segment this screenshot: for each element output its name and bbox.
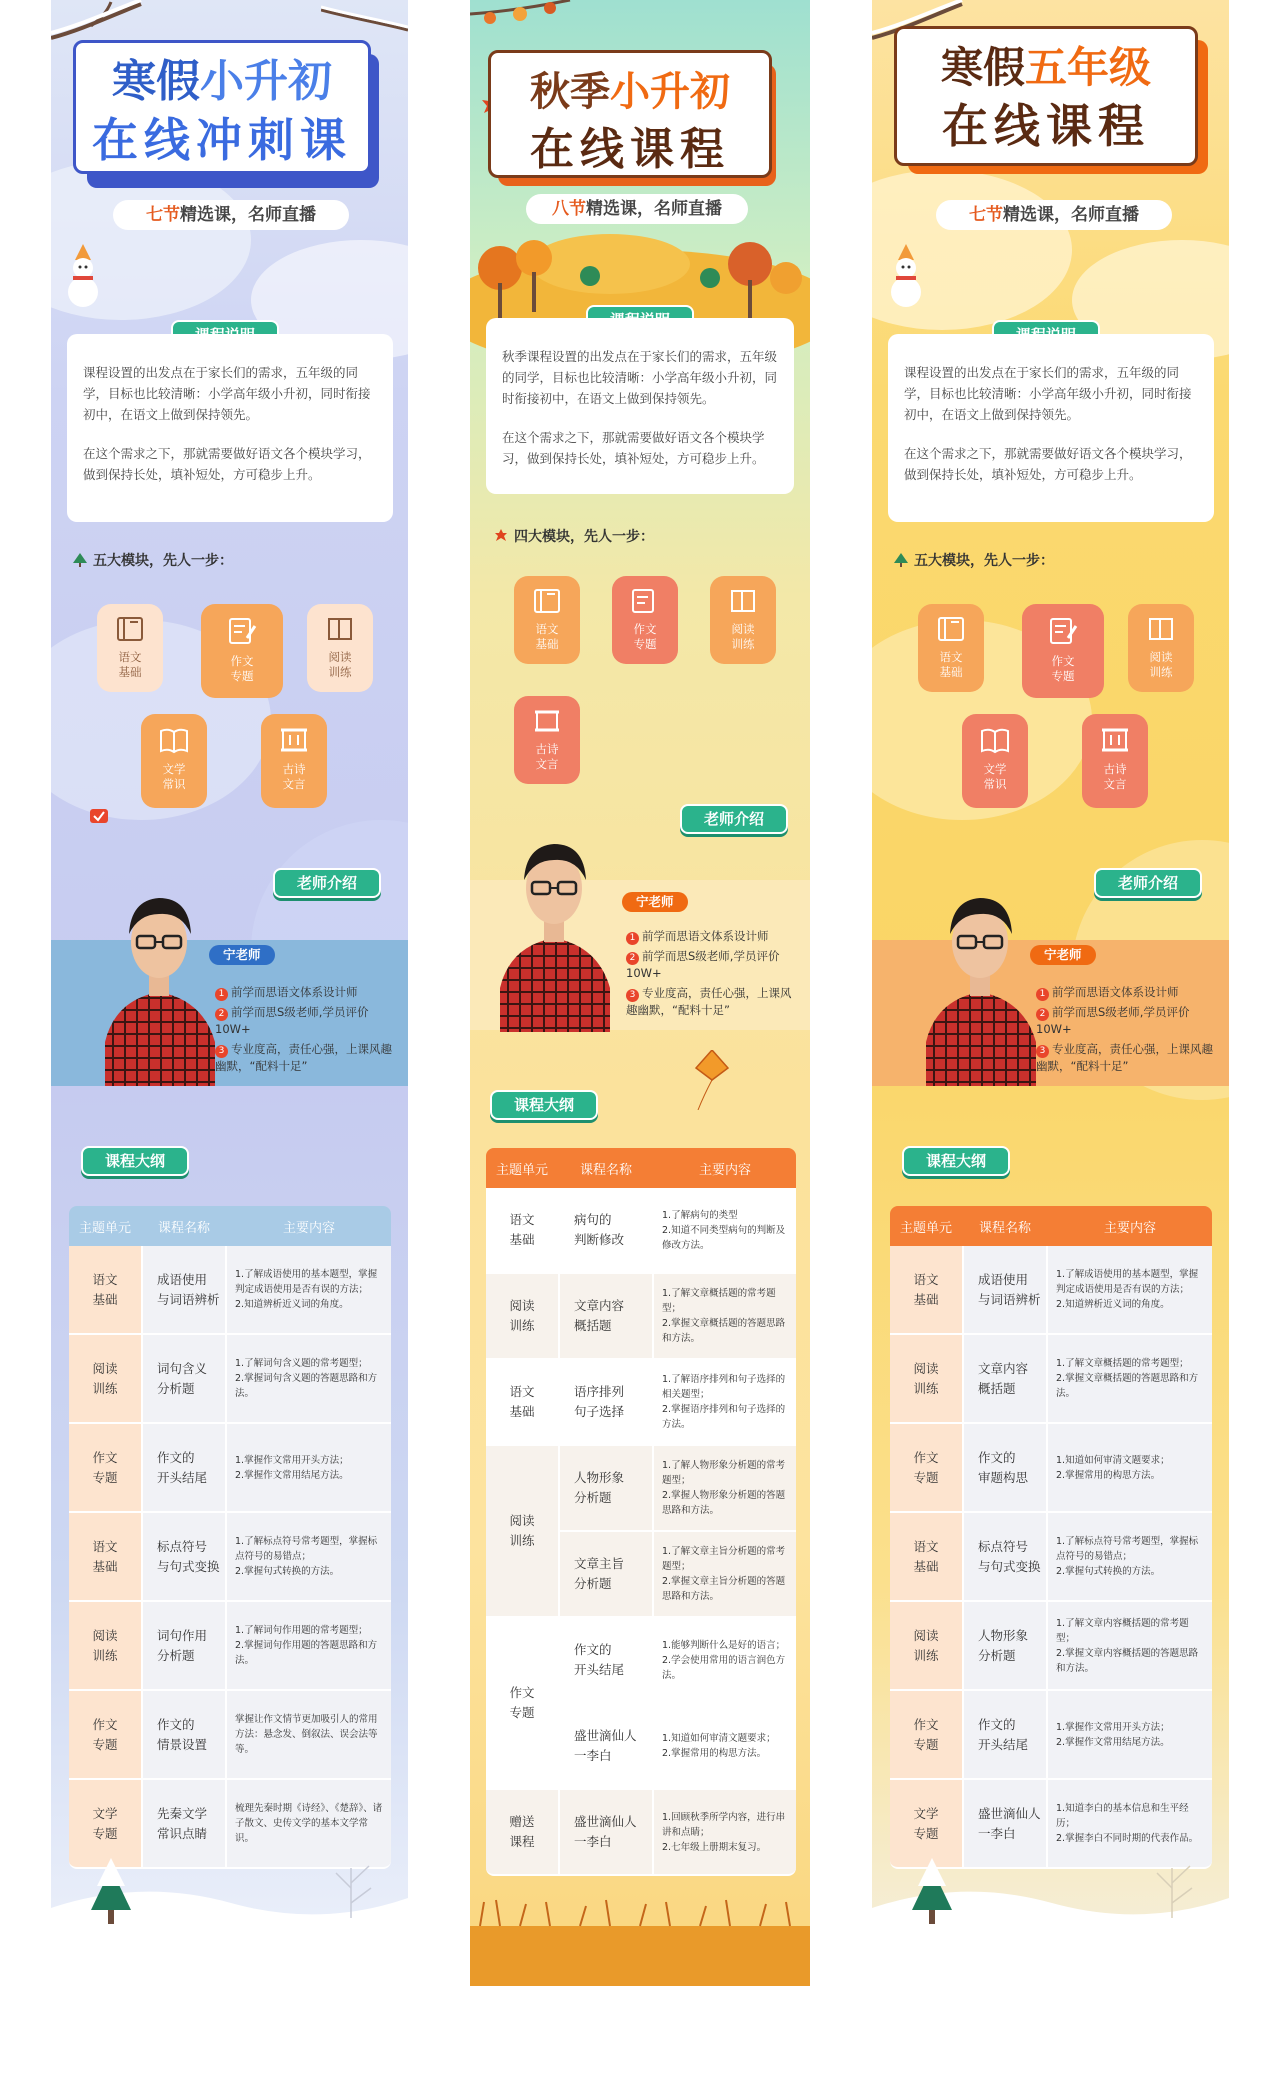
subtitle-highlight: 七节 xyxy=(969,205,1003,225)
cell-course-name: 成语使用 与词语辨析 xyxy=(962,1246,1048,1335)
cell-course-name: 作文的 情景设置 xyxy=(141,1691,227,1780)
table-row xyxy=(69,1602,391,1691)
modules-heading-text: 五大模块，先人一步： xyxy=(93,553,233,569)
teacher-point-text: 前学而思S级老师,学员评价10W+ xyxy=(215,1005,369,1036)
course-desc-card xyxy=(888,334,1214,522)
table-header: 主题单元 xyxy=(495,1162,548,1178)
module-label: 古诗 xyxy=(1103,762,1127,776)
teacher-photo xyxy=(490,818,620,1032)
table-header: 主要内容 xyxy=(1103,1220,1156,1236)
module-label: 阅读 xyxy=(328,650,352,664)
module-label: 文言 xyxy=(282,777,306,791)
module-classical-poetry xyxy=(1082,714,1148,808)
teacher-badge: 老师介绍 xyxy=(680,804,788,834)
book-icon xyxy=(115,616,145,642)
course-outline-table xyxy=(69,1206,391,1869)
book-icon xyxy=(936,616,966,642)
module-label: 语文 xyxy=(118,650,142,664)
table-row xyxy=(69,1335,391,1424)
module-composition xyxy=(612,576,678,664)
maple-leaf-icon xyxy=(494,529,508,543)
cell-content: 1.了解病句的类型 2.知道不同类型病句的判断及修改方法。 xyxy=(654,1188,796,1274)
module-literature xyxy=(962,714,1028,808)
module-label: 训练 xyxy=(328,665,352,679)
module-label: 文言 xyxy=(535,757,559,771)
module-label: 常识 xyxy=(983,777,1007,791)
outline-badge: 课程大纲 xyxy=(902,1146,1010,1176)
module-label: 文言 xyxy=(1103,777,1127,791)
cell-course-name: 词句含义 分析题 xyxy=(141,1335,227,1424)
cell-course-name: 成语使用 与词语辨析 xyxy=(141,1246,227,1335)
title-line-2: 在线冲刺课 xyxy=(92,113,352,167)
teacher-point-text: 专业度高，责任心强，上课风趣幽默，“配料十足” xyxy=(626,986,792,1017)
module-label: 专题 xyxy=(230,669,254,683)
teacher-point: 3 专业度高，责任心强，上课风趣幽默，“配料十足” xyxy=(215,1042,392,1073)
teacher-photo xyxy=(95,872,225,1086)
title-highlight: 五年级 xyxy=(1025,43,1152,92)
subtitle-highlight: 七节 xyxy=(146,205,180,225)
table-row xyxy=(890,1691,1212,1780)
cell-course-name: 文章内容 概括题 xyxy=(962,1335,1048,1424)
autumn-grass-ground xyxy=(470,1896,810,1986)
cell-content: 掌握让作文情节更加吸引人的常用方法：悬念发、倒叙法、误会法等等。 xyxy=(227,1691,391,1780)
teacher-point: 1 前学而思语文体系设计师 xyxy=(1036,984,1216,1001)
cell-content: 1.了解成语使用的基本题型，掌握判定成语使用是否有误的方法； 2.知道辨析近义词的角度。 xyxy=(1048,1246,1212,1335)
module-label: 古诗 xyxy=(535,742,559,756)
title-line-2: 在线课程 xyxy=(942,99,1150,153)
cell-course-name: 作文的 审题构思 xyxy=(962,1424,1048,1513)
cell-content: 1.了解文章内容概括题的常考题型； 2.掌握文章内容概括题的答题思路和方法。 xyxy=(1048,1602,1212,1691)
book-icon xyxy=(532,588,562,614)
subtitle-rest: 精选课，名师直播 xyxy=(180,205,316,225)
subtitle-rest: 精选课，名师直播 xyxy=(1003,205,1139,225)
table-row xyxy=(890,1424,1212,1513)
table-header: 主题单元 xyxy=(78,1220,131,1236)
teacher-point-text: 专业度高，责任心强，上课风趣幽默，“配料十足” xyxy=(1036,1042,1213,1073)
module-label: 语文 xyxy=(535,622,559,636)
checkmark-icon xyxy=(89,808,109,824)
table-header: 主题单元 xyxy=(899,1220,952,1236)
cell-content: 1.了解语序排列和句子选择的相关题型； 2.掌握语序排列和句子选择的方法。 xyxy=(654,1360,796,1446)
title-card xyxy=(894,26,1198,166)
table-header: 主要内容 xyxy=(698,1162,751,1178)
module-label: 文学 xyxy=(983,762,1007,776)
cell-unit: 语文 基础 xyxy=(890,1246,962,1335)
course-desc-paragraph: 在这个需求之下，那就需要做好语文各个模块学习，做到保持长处，填补短处，方可稳步上升。 xyxy=(502,430,765,466)
teacher-point-text: 前学而思S级老师,学员评价10W+ xyxy=(1036,1005,1190,1036)
title-line-1 xyxy=(491,63,769,121)
cell-course-name: 作文的 开头结尾 xyxy=(558,1618,654,1704)
table-row xyxy=(486,1790,796,1876)
modules-heading xyxy=(894,550,1054,570)
course-desc-paragraph: 在这个需求之下，那就需要做好语文各个模块学习，做到保持长处，填补短处，方可稳步上升。 xyxy=(904,446,1192,482)
table-row xyxy=(890,1246,1212,1335)
module-chinese-basics xyxy=(97,604,163,692)
cell-content: 1.掌握作文常用开头方法； 2.掌握作文常用结尾方法。 xyxy=(227,1424,391,1513)
cell-unit: 文学 专题 xyxy=(69,1780,141,1869)
table-row xyxy=(486,1618,796,1704)
cell-content: 1.了解人物形象分析题的常考题型； 2.掌握人物形象分析题的答题思路和方法。 xyxy=(654,1446,796,1532)
snowy-ground xyxy=(872,1858,1229,1978)
module-label: 文学 xyxy=(162,762,186,776)
cell-unit: 语文 基础 xyxy=(69,1246,141,1335)
table-row xyxy=(69,1424,391,1513)
module-label: 训练 xyxy=(1149,665,1173,679)
cell-content: 1.回顾秋季所学内容，进行串讲和点睛； 2.七年级上册期末复习。 xyxy=(654,1790,796,1876)
reading-icon xyxy=(1146,616,1176,642)
title-line-1 xyxy=(76,53,368,111)
cell-unit: 语文 基础 xyxy=(486,1360,558,1446)
cell-course-name: 病句的 判断修改 xyxy=(558,1188,654,1274)
cell-unit: 阅读 训练 xyxy=(486,1274,558,1360)
module-label: 古诗 xyxy=(282,762,306,776)
table-row xyxy=(890,1513,1212,1602)
writing-icon xyxy=(227,616,257,646)
title-line-2: 在线课程 xyxy=(530,124,730,175)
course-desc-card xyxy=(486,318,794,494)
tree-icon xyxy=(894,553,908,567)
table-row xyxy=(69,1513,391,1602)
table-row xyxy=(486,1446,796,1532)
teacher-point: 3 专业度高，责任心强，上课风趣幽默，“配料十足” xyxy=(626,986,792,1017)
cell-course-name: 文章内容 概括题 xyxy=(558,1274,654,1360)
course-desc-paragraph: 在这个需求之下，那就需要做好语文各个模块学习，做到保持长处，填补短处，方可稳步上升。 xyxy=(83,446,371,482)
course-desc-card xyxy=(67,334,393,522)
cell-unit: 阅读 训练 xyxy=(69,1602,141,1691)
teacher-points xyxy=(215,984,395,1078)
course-outline-table xyxy=(486,1148,796,1876)
module-reading xyxy=(307,604,373,692)
scroll-icon xyxy=(278,726,310,754)
teacher-point-text: 前学而思语文体系设计师 xyxy=(1052,985,1179,999)
module-chinese-basics xyxy=(918,604,984,692)
writing-icon xyxy=(1048,616,1078,646)
cell-course-name: 人物形象 分析题 xyxy=(558,1446,654,1532)
cell-unit: 阅读 训练 xyxy=(69,1335,141,1424)
snowman-icon xyxy=(884,244,928,308)
course-desc-paragraph: 课程设置的出发点在于家长们的需求，五年级的同学，目标也比较清晰：小学高年级小升初，同时衔接初中，在语文上做到保持领先。 xyxy=(904,365,1192,422)
teacher-name: 宁老师 xyxy=(209,945,275,965)
modules-heading xyxy=(494,526,654,546)
teacher-point: 2 前学而思S级老师,学员评价10W+ xyxy=(626,949,780,980)
cell-content: 1.知道如何审清文题要求； 2.掌握常用的构思方法。 xyxy=(1048,1424,1212,1513)
cell-unit: 语文 基础 xyxy=(486,1188,558,1274)
teacher-point-text: 前学而思S级老师,学员评价10W+ xyxy=(626,949,780,980)
cell-unit: 阅读 训练 xyxy=(890,1335,962,1424)
table-header: 课程名称 xyxy=(579,1162,632,1178)
cell-content: 1.了解成语使用的基本题型，掌握判定成语使用是否有误的方法； 2.知道辨析近义词的角度。 xyxy=(227,1246,391,1335)
title-prefix: 秋季 xyxy=(530,69,610,115)
cell-course-name: 语序排列 句子选择 xyxy=(558,1360,654,1446)
module-label: 训练 xyxy=(731,637,755,651)
title-line-1 xyxy=(897,39,1195,97)
cell-unit: 作文 专题 xyxy=(486,1618,558,1790)
cell-content: 1.了解词句含义题的常考题型； 2.掌握词句含义题的答题思路和方法。 xyxy=(227,1335,391,1424)
open-book-icon xyxy=(979,726,1011,754)
cell-content: 1.了解文章主旨分析题的常考题型； 2.掌握文章主旨分析题的答题思路和方法。 xyxy=(654,1532,796,1618)
outline-badge: 课程大纲 xyxy=(81,1146,189,1176)
module-label: 语文 xyxy=(939,650,963,664)
cell-unit: 作文 专题 xyxy=(890,1424,962,1513)
teacher-badge: 老师介绍 xyxy=(1094,868,1202,898)
table-row xyxy=(486,1274,796,1360)
table-header: 课程名称 xyxy=(157,1220,210,1236)
subtitle-pill xyxy=(526,194,748,224)
title-highlight: 小升初 xyxy=(200,56,332,107)
open-book-icon xyxy=(158,726,190,754)
module-label: 作文 xyxy=(230,654,254,668)
subtitle-rest: 精选课，名师直播 xyxy=(586,199,722,219)
table-row xyxy=(69,1246,391,1335)
cell-course-name: 词句作用 分析题 xyxy=(141,1602,227,1691)
table-row xyxy=(890,1335,1212,1424)
table-header: 课程名称 xyxy=(978,1220,1031,1236)
poster-winter-xiaoshengchu xyxy=(51,0,408,1978)
kite-icon xyxy=(694,1050,730,1110)
poster-winter-grade5 xyxy=(872,0,1229,1978)
title-card xyxy=(73,40,371,174)
outline-badge: 课程大纲 xyxy=(490,1090,598,1120)
cell-unit: 文学 专题 xyxy=(890,1780,962,1869)
cell-unit: 赠送 课程 xyxy=(486,1790,558,1876)
writing-icon xyxy=(630,588,660,614)
course-desc-paragraph: 秋季课程设置的出发点在于家长们的需求，五年级的同学，目标也比较清晰：小学高年级小升初，同时衔接初中，在语文上做到保持领先。 xyxy=(502,349,778,406)
modules-heading-text: 四大模块，先人一步： xyxy=(514,529,654,545)
module-chinese-basics xyxy=(514,576,580,664)
cell-content: 1.掌握作文常用开头方法； 2.掌握作文常用结尾方法。 xyxy=(1048,1691,1212,1780)
module-composition xyxy=(201,604,283,698)
cell-content: 1.了解标点符号常考题型，掌握标点符号的易错点； 2.掌握句式转换的方法。 xyxy=(1048,1513,1212,1602)
snowy-ground xyxy=(51,1858,408,1978)
module-composition xyxy=(1022,604,1104,698)
module-label: 专题 xyxy=(633,637,657,651)
table-row xyxy=(69,1780,391,1869)
teacher-photo xyxy=(916,872,1046,1086)
title-highlight: 小升初 xyxy=(610,69,730,115)
module-label: 阅读 xyxy=(1149,650,1173,664)
cell-course-name: 先秦文学 常识点睛 xyxy=(141,1780,227,1869)
cell-course-name: 作文的 开头结尾 xyxy=(962,1691,1048,1780)
cell-unit: 阅读 训练 xyxy=(890,1602,962,1691)
modules-heading-text: 五大模块，先人一步： xyxy=(914,553,1054,569)
cell-content: 1.了解文章概括题的常考题型； 2.掌握文章概括题的答题思路和方法。 xyxy=(654,1274,796,1360)
cell-content: 1.知道李白的基本信息和生平经历； 2.掌握李白不同时期的代表作品。 xyxy=(1048,1780,1212,1869)
module-label: 基础 xyxy=(939,665,963,679)
table-header: 主要内容 xyxy=(282,1220,335,1236)
module-reading xyxy=(710,576,776,664)
cell-unit: 语文 基础 xyxy=(890,1513,962,1602)
cell-course-name: 作文的 开头结尾 xyxy=(141,1424,227,1513)
module-reading xyxy=(1128,604,1194,692)
module-label: 基础 xyxy=(535,637,559,651)
cell-content: 1.了解标点符号常考题型，掌握标点符号的易错点； 2.掌握句式转换的方法。 xyxy=(227,1513,391,1602)
cell-course-name: 标点符号 与句式变换 xyxy=(141,1513,227,1602)
subtitle-pill xyxy=(936,200,1172,230)
teacher-name: 宁老师 xyxy=(622,892,688,912)
cell-content: 1.知道如何审清文题要求； 2.掌握常用的构思方法。 xyxy=(654,1704,796,1790)
subtitle-pill xyxy=(113,200,349,230)
module-classical-poetry xyxy=(261,714,327,808)
table-row xyxy=(486,1188,796,1274)
module-literature xyxy=(141,714,207,808)
cell-course-name: 盛世滴仙人 一李白 xyxy=(558,1790,654,1876)
table-row xyxy=(486,1360,796,1446)
teacher-point-text: 专业度高，责任心强，上课风趣幽默，“配料十足” xyxy=(215,1042,392,1073)
teacher-point: 2 前学而思S级老师,学员评价10W+ xyxy=(215,1005,369,1036)
module-label: 基础 xyxy=(118,665,142,679)
teacher-point-text: 前学而思语文体系设计师 xyxy=(231,985,358,999)
cell-unit: 作文 专题 xyxy=(890,1691,962,1780)
course-outline-table xyxy=(890,1206,1212,1869)
module-classical-poetry xyxy=(514,696,580,784)
cell-content: 1.了解词句作用题的常考题型； 2.掌握词句作用题的答题思路和方法。 xyxy=(227,1602,391,1691)
table-row xyxy=(890,1780,1212,1869)
reading-icon xyxy=(728,588,758,614)
cell-course-name: 文章主旨 分析题 xyxy=(558,1532,654,1618)
teacher-badge: 老师介绍 xyxy=(273,868,381,898)
cell-content: 梳理先秦时期《诗经》、《楚辞》、诸子散文、史传文学的基本文学常识。 xyxy=(227,1780,391,1869)
teacher-name: 宁老师 xyxy=(1030,945,1096,965)
module-label: 作文 xyxy=(633,622,657,636)
cell-unit: 作文 专题 xyxy=(69,1691,141,1780)
cell-course-name: 标点符号 与句式变换 xyxy=(962,1513,1048,1602)
course-desc-paragraph: 课程设置的出发点在于家长们的需求，五年级的同学，目标也比较清晰：小学高年级小升初，同时衔接初中，在语文上做到保持领先。 xyxy=(83,365,371,422)
title-prefix: 寒假 xyxy=(112,56,200,107)
title-prefix: 寒假 xyxy=(940,43,1025,92)
title-card xyxy=(488,50,772,178)
table-row xyxy=(890,1602,1212,1691)
cell-content: 1.能够判断什么是好的语言； 2.学会使用常用的语言润色方法。 xyxy=(654,1618,796,1704)
subtitle-highlight: 八节 xyxy=(552,199,586,219)
scroll-icon xyxy=(532,708,562,734)
teacher-point: 3 专业度高，责任心强，上课风趣幽默，“配料十足” xyxy=(1036,1042,1213,1073)
reading-icon xyxy=(325,616,355,642)
cell-course-name: 盛世滴仙人 一李白 xyxy=(558,1704,654,1790)
cell-unit: 语文 基础 xyxy=(69,1513,141,1602)
module-label: 阅读 xyxy=(731,622,755,636)
scroll-icon xyxy=(1099,726,1131,754)
cell-unit: 作文 专题 xyxy=(69,1424,141,1513)
tree-icon xyxy=(73,553,87,567)
teacher-points xyxy=(1036,984,1216,1078)
snowman-icon xyxy=(61,244,105,308)
module-label: 作文 xyxy=(1051,654,1075,668)
module-label: 专题 xyxy=(1051,669,1075,683)
module-label: 常识 xyxy=(162,777,186,791)
cell-course-name: 人物形象 分析题 xyxy=(962,1602,1048,1691)
cell-unit: 阅读 训练 xyxy=(486,1446,558,1618)
cell-course-name: 盛世滴仙人 一李白 xyxy=(962,1780,1048,1869)
cell-content: 1.了解文章概括题的常考题型； 2.掌握文章概括题的答题思路和方法。 xyxy=(1048,1335,1212,1424)
teacher-point-text: 前学而思语文体系设计师 xyxy=(642,929,769,943)
teacher-point: 1 前学而思语文体系设计师 xyxy=(215,984,395,1001)
teacher-points xyxy=(626,928,802,1022)
table-row xyxy=(69,1691,391,1780)
poster-autumn-xiaoshengchu xyxy=(470,0,810,1986)
modules-heading xyxy=(73,550,233,570)
teacher-point: 1 前学而思语文体系设计师 xyxy=(626,928,802,945)
teacher-point: 2 前学而思S级老师,学员评价10W+ xyxy=(1036,1005,1190,1036)
